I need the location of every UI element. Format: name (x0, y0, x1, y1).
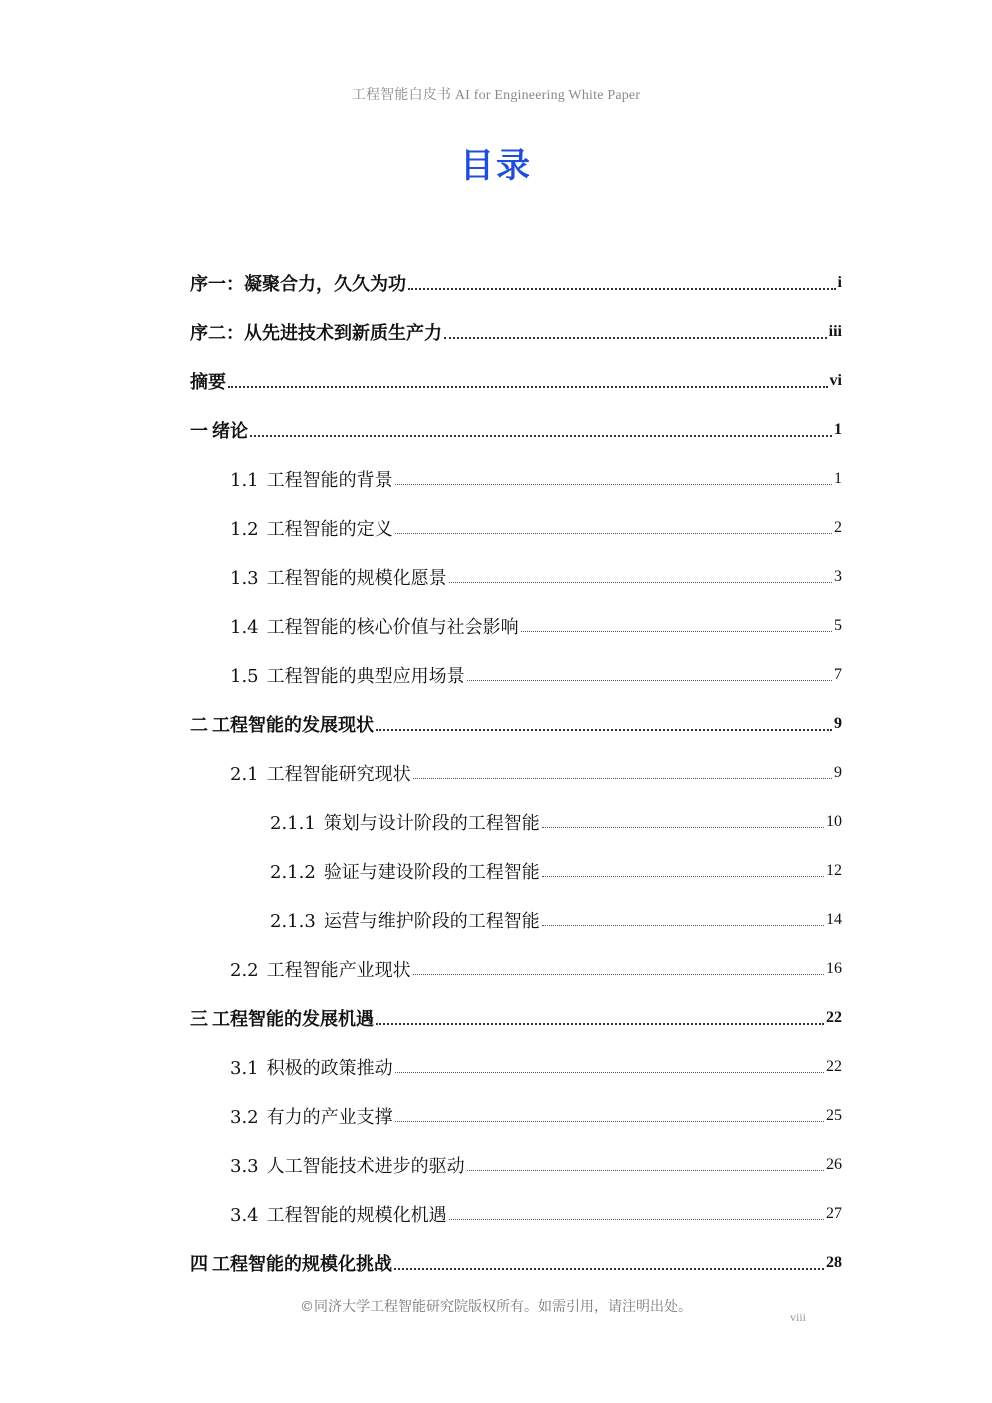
toc-entry-title (230, 662, 465, 688)
toc-entry[interactable] (190, 1189, 842, 1238)
toc-entry-label: 运营与维护阶段的工程智能 (323, 910, 540, 932)
toc-entry-label: 工程智能的核心价值与社会影响 (266, 616, 519, 638)
toc-entry-title (230, 466, 393, 492)
toc-entry-title (190, 270, 406, 296)
dot-leader (376, 1023, 824, 1025)
dot-leader (467, 1170, 824, 1171)
toc-entry-label: 绪论 (212, 420, 248, 442)
toc-entry-page: 7 (834, 665, 842, 683)
toc-entry-label: 工程智能的典型应用场景 (266, 665, 465, 687)
toc-entry[interactable] (190, 552, 842, 601)
toc-entry-number: 2.1.2 (270, 861, 316, 883)
toc-entry-title (230, 1103, 393, 1129)
toc-entry-page: 16 (826, 959, 842, 977)
toc-entry-page: 25 (826, 1106, 842, 1124)
toc-entry-title (230, 1152, 465, 1178)
toc-entry-title (190, 319, 442, 345)
toc-entry-number: 三 (190, 1008, 208, 1030)
dot-leader (542, 925, 824, 926)
toc-entry[interactable] (190, 601, 842, 650)
dot-leader (228, 386, 828, 388)
toc-entry-label: 工程智能研究现状 (266, 763, 411, 785)
toc-entry-page: 2 (834, 518, 842, 536)
dot-leader (395, 1072, 824, 1073)
toc-entry-label: 工程智能产业现状 (266, 959, 411, 981)
toc-entry[interactable] (190, 797, 842, 846)
toc-entry-number: 2.1.1 (270, 812, 316, 834)
dot-leader (521, 631, 832, 632)
toc-entry-number: 1.1 (230, 469, 259, 491)
toc-entry-number: 3.1 (230, 1057, 259, 1079)
toc-entry[interactable] (190, 748, 842, 797)
dot-leader (542, 827, 824, 828)
toc-entry-title (230, 515, 393, 541)
toc-entry[interactable] (190, 1140, 842, 1189)
toc-entry-number: 一 (190, 420, 208, 442)
toc-entry-page: 1 (834, 420, 842, 438)
toc-entry[interactable] (190, 993, 842, 1042)
toc-entry-number: 1.4 (230, 616, 259, 638)
toc-entry-page: 9 (834, 714, 842, 732)
toc-entry-title (270, 907, 540, 933)
toc-entry-title (230, 1054, 393, 1080)
toc-entry-number: 3.2 (230, 1106, 259, 1128)
toc-entry[interactable] (190, 454, 842, 503)
toc-entry-label: 工程智能的发展机遇 (212, 1008, 374, 1030)
toc-entry-label: 验证与建设阶段的工程智能 (323, 861, 540, 883)
toc-entry-title (190, 368, 226, 394)
toc-entry-title (190, 417, 248, 443)
toc-entry-number: 3.4 (230, 1204, 259, 1226)
toc-entry-number: 1.5 (230, 665, 259, 687)
copyright-footer: ©同济大学工程智能研究院版权所有。如需引用，请注明出处。 (300, 1299, 692, 1315)
toc-entry[interactable] (190, 1042, 842, 1091)
toc-entry-label: 工程智能的背景 (266, 469, 393, 491)
toc-entry-page: vi (829, 371, 842, 389)
toc-entry[interactable] (190, 650, 842, 699)
toc-entry[interactable] (190, 503, 842, 552)
toc-entry-title (190, 1005, 374, 1031)
page-title: 目录 (460, 146, 532, 186)
toc-entry-page: 12 (826, 861, 842, 879)
toc-entry[interactable] (190, 307, 842, 356)
toc-entry-label: 有力的产业支撑 (266, 1106, 393, 1128)
toc-entry-page: iii (828, 322, 842, 340)
dot-leader (395, 533, 832, 534)
dot-leader (394, 1268, 824, 1270)
toc-entry-number: 四 (190, 1253, 208, 1275)
toc-entry[interactable] (190, 1238, 842, 1287)
toc-entry-label: 人工智能技术进步的驱动 (266, 1155, 465, 1177)
toc-entry-number: 1.2 (230, 518, 259, 540)
toc-entry-page: 14 (826, 910, 842, 928)
toc-entry-page: 10 (826, 812, 842, 830)
toc-entry-title (230, 956, 411, 982)
toc-entry-page: 28 (826, 1253, 842, 1271)
dot-leader (408, 288, 836, 290)
toc-entry[interactable] (190, 944, 842, 993)
toc-entry-page: 27 (826, 1204, 842, 1222)
toc-entry-number: 2.1 (230, 763, 259, 785)
dot-leader (376, 729, 832, 731)
toc-entry-title (230, 564, 447, 590)
toc-entry-number: 二 (190, 714, 208, 736)
toc-entry[interactable] (190, 699, 842, 748)
dot-leader (449, 1219, 824, 1220)
toc-entry-page: i (837, 273, 842, 291)
toc-entry-label: 积极的政策推动 (266, 1057, 393, 1079)
toc-entry-label: 序二：从先进技术到新质生产力 (190, 322, 442, 344)
dot-leader (395, 484, 832, 485)
toc-entry-page: 9 (834, 763, 842, 781)
dot-leader (413, 974, 824, 975)
toc-entry-label: 序一：凝聚合力，久久为功 (190, 273, 406, 295)
toc-entry[interactable] (190, 1091, 842, 1140)
toc-entry[interactable] (190, 405, 842, 454)
toc-entry-number: 3.3 (230, 1155, 259, 1177)
toc-entry[interactable] (190, 356, 842, 405)
page-number: viii (790, 1310, 807, 1324)
dot-leader (449, 582, 832, 583)
toc-entry-label: 工程智能的定义 (266, 518, 393, 540)
toc-entry-page: 26 (826, 1155, 842, 1173)
running-header: 工程智能白皮书 AI for Engineering White Paper (351, 88, 641, 103)
toc-entry-page: 22 (826, 1057, 842, 1075)
toc-entry-number: 2.2 (230, 959, 259, 981)
toc-entry-title (190, 711, 374, 737)
dot-leader (250, 435, 832, 437)
toc-entry-page: 5 (834, 616, 842, 634)
dot-leader (542, 876, 824, 877)
dot-leader (395, 1121, 824, 1122)
toc-entry-title (270, 809, 540, 835)
toc-entry-label: 工程智能的规模化愿景 (266, 567, 447, 589)
toc-entry[interactable] (190, 846, 842, 895)
toc-entry-page: 3 (834, 567, 842, 585)
dot-leader (413, 778, 832, 779)
toc-entry-title (230, 760, 411, 786)
toc-entry-number: 1.3 (230, 567, 259, 589)
table-of-contents (190, 258, 842, 1287)
toc-entry-page: 1 (834, 469, 842, 487)
toc-entry-label: 工程智能的规模化挑战 (212, 1253, 392, 1275)
toc-entry-label: 摘要 (190, 371, 226, 393)
toc-entry-label: 策划与设计阶段的工程智能 (323, 812, 540, 834)
dot-leader (467, 680, 832, 681)
toc-entry-title (230, 1201, 447, 1227)
toc-entry-label: 工程智能的发展现状 (212, 714, 374, 736)
toc-entry[interactable] (190, 895, 842, 944)
toc-entry-number: 2.1.3 (270, 910, 316, 932)
toc-entry[interactable] (190, 258, 842, 307)
toc-entry-label: 工程智能的规模化机遇 (266, 1204, 447, 1226)
toc-entry-title (190, 1250, 392, 1276)
toc-entry-title (270, 858, 540, 884)
toc-entry-page: 22 (826, 1008, 842, 1026)
dot-leader (444, 337, 827, 339)
toc-entry-title (230, 613, 519, 639)
